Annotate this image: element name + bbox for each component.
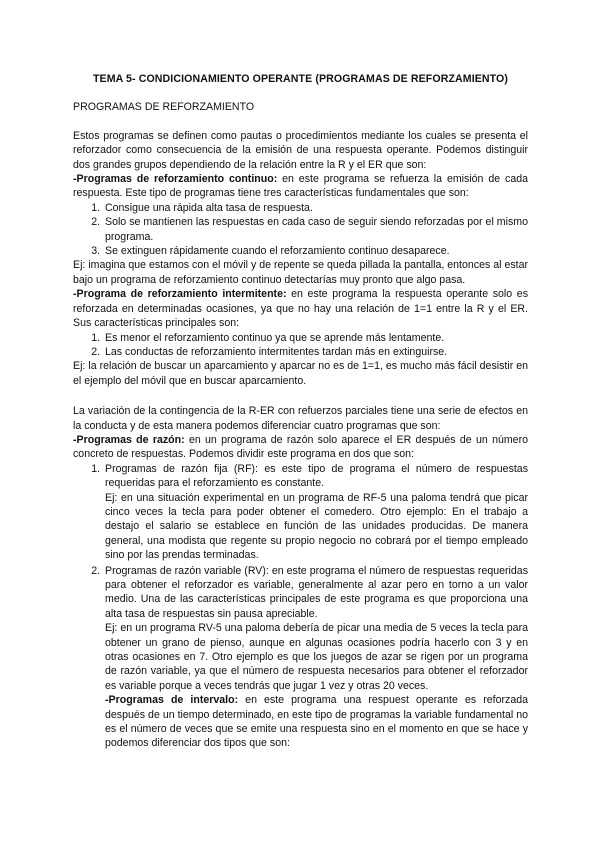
intervalo-paragraph [105,693,528,751]
document-title: TEMA 5- CONDICIONAMIENTO OPERANTE (PROGRAMAS DE REFORZAMIENTO) [92,73,509,85]
continuo-text: en este programa se refuerza la emisión de cada respuesta. Este tipo de programas tiene tres características fundamentales que son: [73,173,528,200]
razon-fija-text: 1. Programas de razón fija (RF): es este tipo de programa el número de respuestas requeridas para el reforzamiento es constante. [105,462,528,490]
razon-variable-example: Ej: en un programa RV-5 una paloma debería de picar una media de 5 veces la tecla para obtener un grano de pienso, aunque en algunas ocasiones podría hacerlo con 3 y en otras ocasiones en 7. Otro ejemplo es que los juegos de azar se rigen por un programa de razón variable, ya que el número de respuesta necesarios para obtener el reforzador es variable porque a veces tendrás que jugar 1 vez y otras 20 veces. [105,622,528,692]
intermitente-list [73,331,528,360]
intermitente-paragraph [73,287,528,330]
list-item: 2. Las conductas de reforzamiento intermitentes tardan más en extinguirse. [103,345,528,359]
intervalo-text: en este programa una respuest operante es reforzada después de un tiempo determinado, en este tipo de programas la variable fundamental no es el número de veces que se emite una respuesta sino en el momento en que se hace y podemos diferenciar dos tipos que son: [105,694,528,750]
variacion-paragraph: La variación de la contingencia de la R-ER con refuerzos parciales tiene una serie de efectos en la conducta y de esta manera podemos diferenciar cuatro programas que son: [73,405,528,432]
list-item-razon-fija [103,462,528,563]
list-item: 2. Solo se mantienen las respuestas en cada caso de seguir siendo reforzadas por el mismo programa. [103,215,528,244]
intermitente-text: en este programa la respuesta operante solo es reforzada en determinadas ocasiones, ya que no hay una relación de 1=1 entre la R y el ER. Sus características principales son: [73,288,528,330]
razon-label: -Programas de razón: [73,433,185,446]
razon-variable-text: 2. Programas de razón variable (RV): en este programa el número de respuestas requeridas para obtener el reforzador es variable, generalmente al azar pero en torno a un valor medio. Una de las características principales de este programa es que proporciona una alta tasa de respuestas sin pausa apreciable. [105,564,528,620]
list-item: 1. Es menor el reforzamiento continuo ya que se aprende más lentamente. [103,331,528,345]
continuo-label: -Programas de reforzamiento continuo: [73,173,278,186]
intro-paragraph: Estos programas se definen como pautas o procedimientos mediante los cuales se presenta el reforzador como consecuencia de la emisión de una respuesta operante. Podemos distinguir dos grandes grupos dependiendo de la relación entre la R y el ER que son: [73,129,528,171]
razon-fija-example: Ej: en una situación experimental en un programa de RF-5 una paloma tendrá que picar cinco veces la tecla para poder obtener el comedero. Otro ejemplo: En el trabajo a destajo el salario se establece en función de las unidades producidas. De manera general, una modista que regente su propio negocio no cobrará por el tiempo empleado sino por las prendas terminadas. [105,491,528,562]
intervalo-label: -Programas de intervalo: [105,694,239,707]
razon-paragraph [73,433,528,462]
intermitente-example: Ej: la relación de buscar un aparcamiento y aparcar no es de 1=1, es mucho más fácil desistir en el ejemplo del móvil que en buscar aparcamiento. [73,360,528,387]
list-item-razon-variable [103,564,528,751]
razon-list [73,462,528,751]
section-heading: PROGRAMAS DE REFORZAMIENTO [73,101,255,114]
continuo-paragraph [73,172,528,201]
razon-text: en un programa de razón solo aparece el ER después de un número concreto de respuestas. Podemos dividir este programa en dos que son: [73,433,528,461]
list-item: 1. Consigue una rápida alta tasa de respuesta. [103,201,528,215]
intermitente-label: -Programa de reforzamiento intermitente: [73,288,287,301]
list-item: 3. Se extinguen rápidamente cuando el reforzamiento continuo desaparece. [103,244,528,258]
continuo-example: Ej: imagina que estamos con el móvil y de repente se queda pillada la pantalla, entonces al estar bajo un programa de reforzamiento continuo detectarías muy pronto que algo pasa. [73,259,528,286]
continuo-list [73,201,528,259]
